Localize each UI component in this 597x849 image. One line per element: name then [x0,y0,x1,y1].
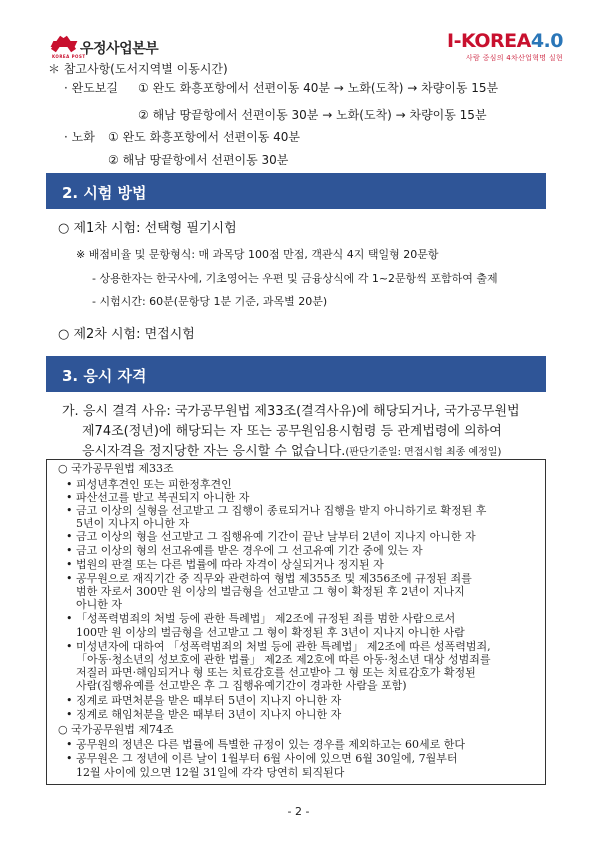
art33-line: • 「성폭력범죄의 처벌 등에 관한 특례법」 제2조에 규정된 죄를 범한 사람으로서 [66,612,456,625]
art33-line: • 징계로 해임처분을 받은 때부터 3년이 지나지 아니한 자 [66,708,342,721]
section-3-header [46,356,546,392]
art33-line: • 피성년후견인 또는 피한정후견인 [66,478,232,491]
ref-wando-line1: ① 완도 화흥포항에서 선편이동 40분 → 노화(도착) → 차량이동 15분 [138,81,499,95]
art33-line: • 금고 이상의 형의 선고유예를 받은 경우에 그 선고유예 기간 중에 있는 자 [66,544,423,557]
art33-line: • 금고 이상의 실형을 선고받고 그 집행이 종료되거나 집행을 받지 아니하기로 확정된 후 [66,504,487,517]
section-2-title: 2. 시험 방법 [62,184,147,202]
brand-tagline: 사람 중심의 4차산업혁명 실현 [465,54,563,62]
scoring-dash-2: - 시험시간: 60분(문항당 1분 기준, 과목별 20분) [92,295,328,308]
ref-title: ＊ 참고사항(도서지역별 이동시간) [48,62,228,76]
art33-line: 아니한 자 [76,598,123,611]
art33-line: • 법원의 판결 또는 다른 법률에 따라 자격이 상실되거나 정지된 자 [66,558,384,571]
art33-line: • 징계로 파면처분을 받은 때부터 5년이 지나지 아니한 자 [66,694,342,707]
art33-line: 5년이 지나지 아니한 자 [76,517,190,530]
ref-noha-line2: ② 해남 땅끝항에서 선편이동 30분 [108,153,289,167]
art74-line: 12월 사이에 있으면 12월 31일에 각각 당연히 퇴직된다 [76,766,345,779]
first-exam: ○ 제1차 시험: 선택형 필기시험 [58,221,237,236]
logo-caption: KOREA POST [52,54,86,59]
section-3-title: 3. 응시 자격 [62,367,147,385]
ref-noha-line1: ① 완도 화흥포항에서 선편이동 40분 [108,130,300,144]
art33-line: • 금고 이상의 형을 선고받고 그 집행유예 기간이 끝난 날부터 2년이 지나지 아니한 자 [66,530,476,543]
eligibility-line-3-text: 응시자격을 정지당한 자는 응시할 수 없습니다. [82,444,346,459]
art33-line: 사람(집행유예를 선고받은 후 그 집행유예기간이 경과한 사람을 포함) [76,679,407,692]
art33-line: 저질러 파면·해임되거나 형 또는 치료감호를 선고받아 그 형 또는 치료감호가 확정된 [76,666,476,679]
art33-title: ○ 국가공무원법 제33조 [58,462,174,475]
brand-main: I-KOREA [447,30,531,52]
eligibility-line-2: 제74조(정년)에 해당되는 자 또는 공무원임용시험령 등 관계법령에 의하여 [82,424,502,439]
art33-line: • 미성년자에 대하여 「성폭력범죄의 처벌 등에 관한 특례법」 제2조에 따른 성폭력범죄, [66,640,491,653]
judgment-date-note: (판단기준일: 면접시험 최종 예정일) [345,447,502,458]
art33-line: • 공무원으로 재직기간 중 직무와 관련하여 형법 제355조 및 제356조에 규정된 죄를 [66,572,472,585]
ref-wando-label: · 완도보길 [64,81,118,95]
brand-num: 4.0 [530,30,563,52]
scoring-dash-1: - 상용한자는 한국사에, 기초영어는 우편 및 금융상식에 각 1~2문항씩 포함하여 출제 [92,272,498,285]
section-2-header [46,173,546,209]
art74-line: • 공무원은 그 정년에 이른 날이 1월부터 6월 사이에 있으면 6월 30일에, 7월부터 [66,752,458,765]
eligibility-line-1: 가. 응시 결격 사유: 국가공무원법 제33조(결격사유)에 해당되거나, 국가공무원법 [62,404,520,419]
ref-wando-line2: ② 해남 땅끝항에서 선편이동 30분 → 노화(도착) → 차량이동 15분 [138,108,487,122]
art33-line: 「아동·청소년의 성보호에 관한 법률」 제2조 제2호에 따른 아동·청소년 대상 성범죄를 [76,653,491,666]
art33-line: • 파산선고를 받고 복권되지 아니한 자 [66,491,250,504]
art33-line: 범한 자로서 300만 원 이상의 벌금형을 선고받고 그 형이 확정된 후 2년이 지나지 [76,585,465,598]
second-exam: ○ 제2차 시험: 면접시험 [58,327,195,342]
korea-post-emblem-icon [52,36,76,54]
page-number: - 2 - [287,805,310,818]
ref-noha-label: · 노화 [64,130,95,144]
art74-line: • 공무원의 정년은 다른 법률에 특별한 규정이 있는 경우를 제외하고는 60세로 한다 [66,738,465,751]
art33-line: 100만 원 이상의 벌금형을 선고받고 그 형이 확정된 후 3년이 지나지 아니한 사람 [76,626,465,639]
org-name: 우정사업본부 [80,41,159,57]
ikorea-logo [447,30,563,63]
scoring-note: ※ 배점비율 및 문항형식: 매 과목당 100점 만점, 객관식 4지 택일형 20문항 [76,248,439,261]
art74-title: ○ 국가공무원법 제74조 [58,723,174,736]
